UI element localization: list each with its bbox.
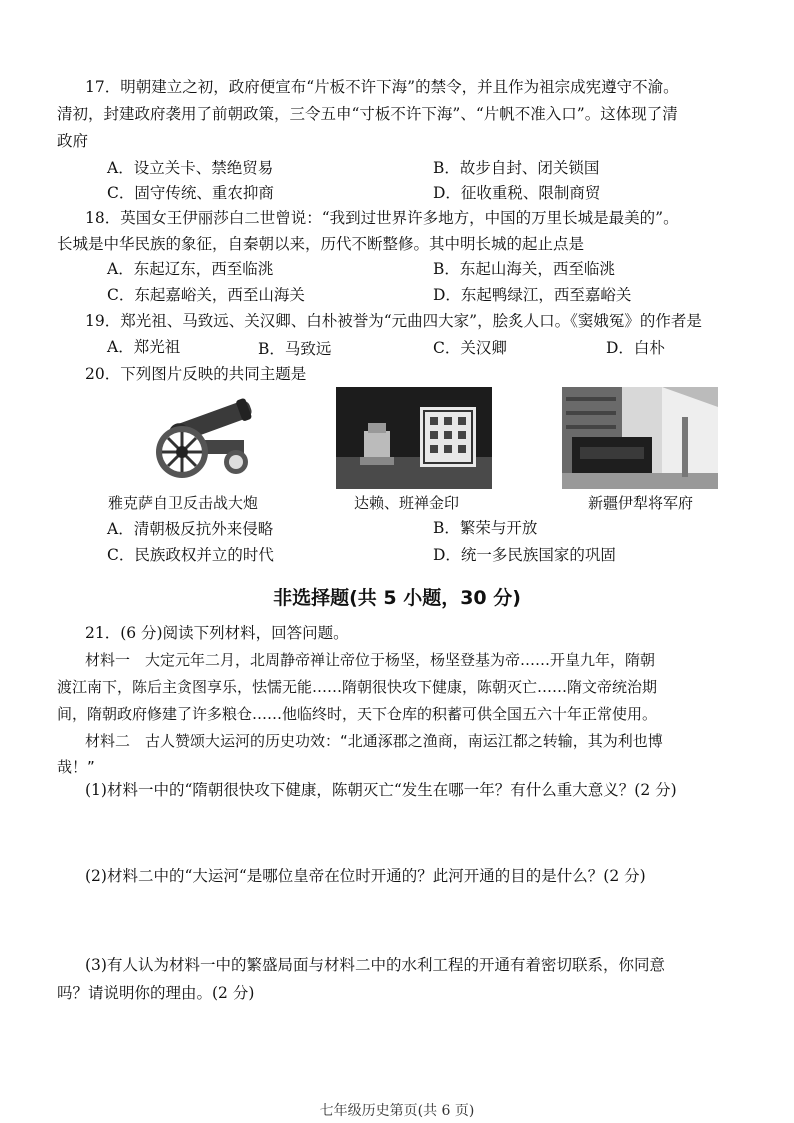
- q21-material2-line1: 材料二 古人赞颂大运河的历史功效：“北通涿郡之渔商，南运江都之转输，其为利也博: [85, 732, 663, 750]
- q18-option-d: D．东起鸭绿江，西至嘉峪关: [433, 286, 632, 304]
- q20-option-d: D．统一多民族国家的巩固: [433, 546, 616, 564]
- q18-option-c: C．东起嘉峪关，西至山海关: [107, 286, 305, 304]
- q17-option-a: A．设立关卡、禁绝贸易: [107, 159, 274, 177]
- caption-yili-mansion: 新疆伊犁将军府: [588, 494, 694, 512]
- q19-option-a: A．郑光祖: [107, 338, 181, 356]
- q21-material1-line3: 间，隋朝政府修建了许多粮仓……他临终时，天下仓库的积蓄可供全国五六十年正常使用。: [57, 705, 658, 723]
- q21-subquestion-2: (2)材料二中的“大运河“是哪位皇帝在位时开通的？此河开通的目的是什么？(2 分): [85, 867, 646, 885]
- q21-subquestion-3-line2: 吗？请说明你的理由。(2 分): [57, 984, 255, 1002]
- q19-option-c: C．关汉卿: [433, 339, 507, 357]
- q17-stem-line2: 清初，封建政府袭用了前朝政策，三令五申“寸板不许下海”、“片帆不准入口”。这体现了清: [57, 105, 678, 123]
- q20-option-a: A．清朝极反抗外来侵略: [107, 520, 274, 538]
- q18-stem-line1: 18．英国女王伊丽莎白二世曾说：“我到过世界许多地方，中国的万里长城是最美的”。: [85, 209, 679, 227]
- q17-option-d: D．征收重税、限制商贸: [433, 184, 601, 202]
- gold-seal-image: [336, 387, 492, 489]
- q21-stem: 21．(6 分)阅读下列材料，回答问题。: [85, 624, 349, 642]
- q18-stem-line2: 长城是中华民族的象征，自秦朝以来，历代不断整修。其中明长城的起止点是: [57, 235, 585, 253]
- q21-material1-line2: 渡江南下，陈后主贪图享乐，怯懦无能……隋朝很快攻下健康，陈朝灭亡……隋文帝统治期: [57, 678, 658, 696]
- caption-cannon: 雅克萨自卫反击战大炮: [108, 494, 259, 512]
- q19-option-d: D．白朴: [606, 339, 665, 357]
- q21-subquestion-1: (1)材料一中的“隋朝很快攻下健康，陈朝灭亡“发生在哪一年？有什么重大意义？(2 分): [85, 781, 677, 799]
- q19-option-b: B．马致远: [258, 340, 332, 358]
- q21-subquestion-3-line1: (3)有人认为材料一中的繁盛局面与材料二中的水利工程的开通有着密切联系，你同意: [85, 956, 665, 974]
- cannon-image: [148, 392, 258, 484]
- section-title: 非选择题(共 5 小题，30 分): [273, 587, 521, 609]
- q21-material2-line2: 哉！”: [57, 758, 95, 776]
- caption-gold-seal: 达赖、班禅金印: [354, 494, 460, 512]
- q20-option-c: C．民族政权并立的时代: [107, 546, 274, 564]
- q17-stem-line1: 17．明朝建立之初，政府便宣布“片板不许下海”的禁令，并且作为祖宗成宪遵守不渝。: [85, 78, 679, 96]
- q17-stem-line3: 政府: [57, 132, 89, 150]
- q17-option-b: B．故步自封、闭关锁国: [433, 159, 600, 177]
- yili-mansion-image: [562, 387, 718, 489]
- q20-option-b: B．繁荣与开放: [433, 519, 538, 537]
- q18-option-b: B．东起山海关，西至临洮: [433, 260, 615, 278]
- page-footer: 七年级历史第页(共 6 页): [319, 1103, 475, 1119]
- q17-option-c: C．固守传统、重农抑商: [107, 184, 274, 202]
- q20-stem: 20．下列图片反映的共同主题是: [85, 365, 307, 383]
- q19-stem: 19．郑光祖、马致远、关汉卿、白朴被誉为“元曲四大家”，脍炙人口。《窦娥冤》的作者是: [85, 312, 702, 330]
- q21-material1-line1: 材料一 大定元年二月，北周静帝禅让帝位于杨坚，杨坚登基为帝……开皇九年，隋朝: [85, 651, 656, 669]
- q18-option-a: A．东起辽东，西至临洮: [107, 260, 274, 278]
